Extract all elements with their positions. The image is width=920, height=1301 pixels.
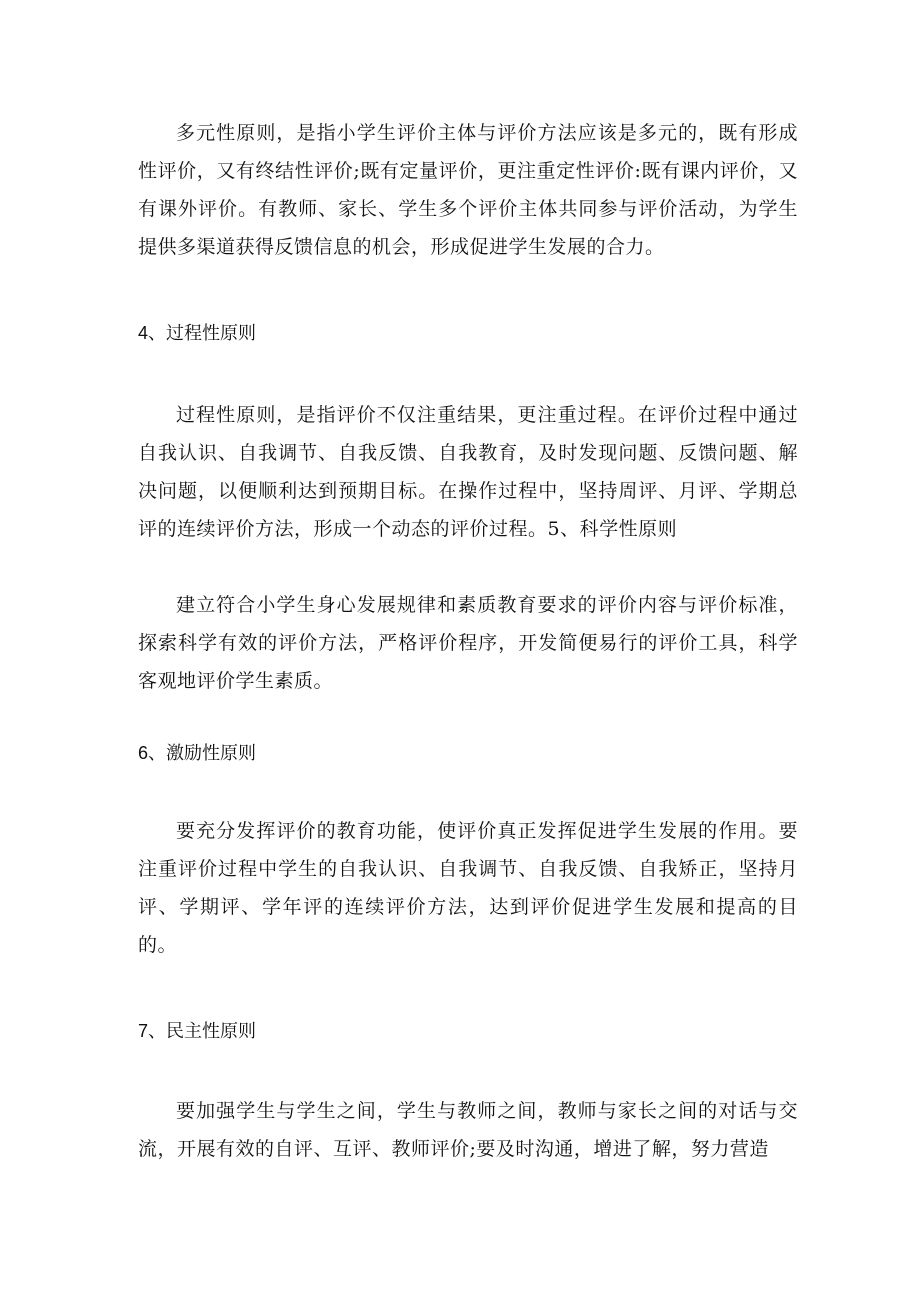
paragraph-process-principle: 过程性原则，是指评价不仅注重结果，更注重过程。在评价过程中通过自我认识、自我调节、自我反馈、自我教育，及时发现问题、反馈问题、解决问题，以便顺利达到预期目标。在操作过程中，坚持周评、月评、学期总评的连续评价方法，形成一个动态的评价过程。5、科学性原则 — [138, 404, 798, 540]
paragraph-diversity-principle: 多元性原则，是指小学生评价主体与评价方法应该是多元的，既有形成性评价，又有终结性评价;既有定量评价，更注重定性评价:既有课内评价，又有课外评价。有教师、家长、学生多个评价主体共同参与评价活动，为学生提供多渠道获得反馈信息的机会，形成促进学生发展的合力。 — [138, 122, 798, 258]
paragraph-scientific-principle: 建立符合小学生身心发展规律和素质教育要求的评价内容与评价标准，探索科学有效的评价方法，严格评价程序，开发简便易行的评价工具，科学客观地评价学生素质。 — [138, 594, 798, 692]
heading-democracy-principle: 7、民主性原则 — [138, 1021, 257, 1041]
heading-incentive-principle: 6、激励性原则 — [138, 743, 257, 763]
heading-process-principle: 4、过程性原则 — [138, 323, 257, 343]
paragraph-incentive-principle: 要充分发挥评价的教育功能，使评价真正发挥促进学生发展的作用。要注重评价过程中学生的自我认识、自我调节、自我反馈、自我矫正，坚持月评、学期评、学年评的连续评价方法，达到评价促进学生发展和提高的目的。 — [138, 820, 798, 956]
paragraph-democracy-principle: 要加强学生与学生之间，学生与教师之间，教师与家长之间的对话与交流，开展有效的自评、互评、教师评价;要及时沟通，增进了解，努力营造 — [138, 1100, 798, 1160]
